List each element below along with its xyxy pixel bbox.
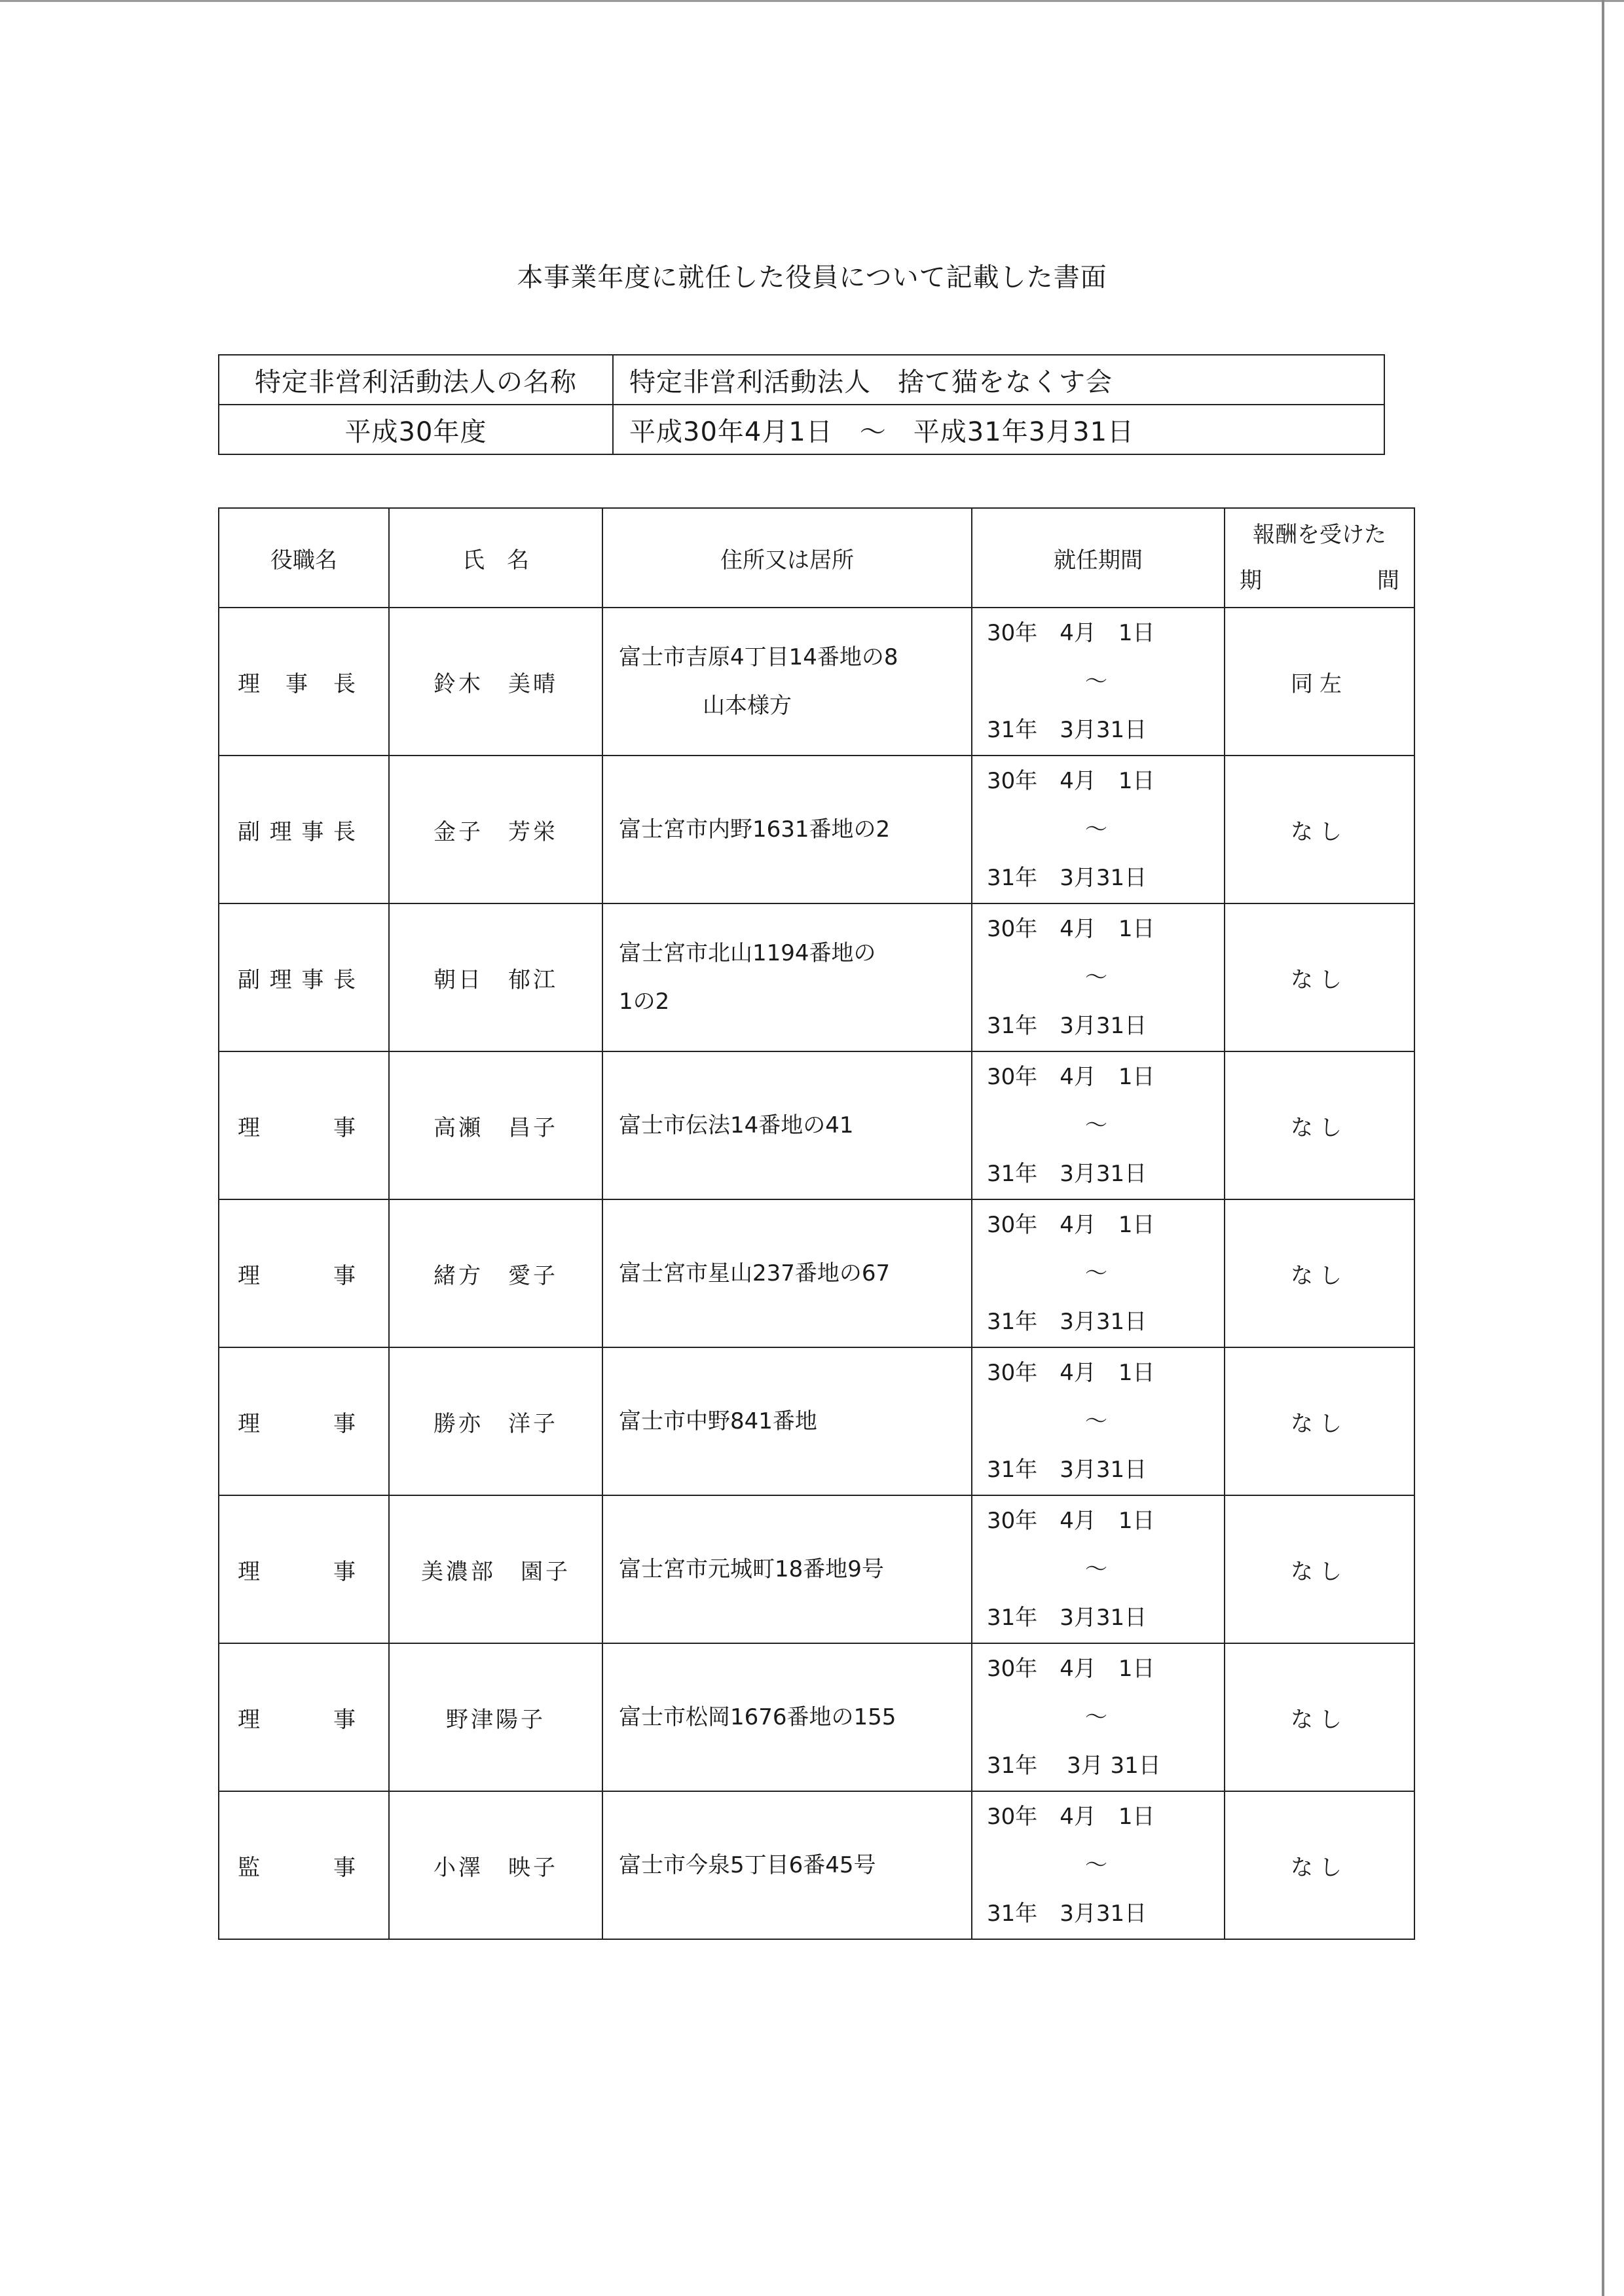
officer-address-line1: 富士宮市星山237番地の67 [619, 1260, 891, 1286]
header-term: 就任期間 [972, 508, 1225, 608]
officer-term [972, 608, 1225, 756]
term-end: 31年 3月31日 [987, 717, 1147, 743]
officer-role: 理事 [219, 1051, 389, 1199]
officer-role: 理事 [219, 1347, 389, 1495]
officer-role: 理事 [219, 1643, 389, 1791]
term-separator: ～ [1085, 1704, 1107, 1730]
term-start: 30年 4月 1日 [987, 620, 1155, 646]
header-remuneration-line1: 報酬を受けた [1253, 522, 1386, 548]
header-address: 住所又は居所 [602, 508, 972, 608]
term-end: 31年 3月31日 [987, 865, 1147, 891]
document-title: 本事業年度に就任した役員について記載した書面 [517, 263, 1107, 293]
scan-top-edge [0, 0, 1624, 2]
fiscal-year-row [219, 405, 1384, 454]
officer-role: 副理事長 [219, 903, 389, 1051]
officer-address [602, 1347, 972, 1495]
term-start: 30年 4月 1日 [987, 1064, 1155, 1090]
officer-row [219, 1347, 1414, 1495]
officer-address-line2: 1の2 [619, 989, 670, 1015]
officer-address [602, 1495, 972, 1643]
officer-term [972, 1643, 1225, 1791]
term-end: 31年 3月31日 [987, 1309, 1147, 1335]
officer-name: 小澤 映子 [389, 1791, 602, 1939]
officer-remuneration: なし [1225, 903, 1414, 1051]
officer-remuneration: なし [1225, 1495, 1414, 1643]
header-name: 氏 名 [389, 508, 602, 608]
officer-address [602, 903, 972, 1051]
officers-table-header [219, 508, 1414, 608]
term-start: 30年 4月 1日 [987, 1508, 1155, 1534]
header-role: 役職名 [219, 508, 389, 608]
officer-remuneration: 同左 [1225, 608, 1414, 756]
officer-name: 勝亦 洋子 [389, 1347, 602, 1495]
officer-remuneration: なし [1225, 1347, 1414, 1495]
officer-role: 理事 [219, 1495, 389, 1643]
term-separator: ～ [1085, 964, 1107, 991]
officer-address-line1: 富士宮市内野1631番地の2 [619, 816, 891, 843]
officer-address-line1: 富士市伝法14番地の41 [619, 1112, 854, 1139]
organization-name-row [219, 355, 1384, 405]
term-end: 31年 3月31日 [987, 1457, 1147, 1483]
officer-row [219, 608, 1414, 756]
term-start: 30年 4月 1日 [987, 1804, 1155, 1830]
organization-name-value: 特定非営利活動法人 捨て猫をなくす会 [613, 355, 1384, 405]
officer-row [219, 1051, 1414, 1199]
officer-remuneration: なし [1225, 1051, 1414, 1199]
officer-row [219, 1643, 1414, 1791]
officer-term [972, 1495, 1225, 1643]
officer-row [219, 1791, 1414, 1939]
officer-row [219, 756, 1414, 903]
term-separator: ～ [1085, 816, 1107, 843]
officer-term [972, 1051, 1225, 1199]
officers-table [218, 507, 1415, 1940]
term-start: 30年 4月 1日 [987, 1360, 1155, 1386]
officer-remuneration: なし [1225, 1643, 1414, 1791]
organization-name-label: 特定非営利活動法人の名称 [219, 355, 613, 405]
officer-role: 副理事長 [219, 756, 389, 903]
officer-address-line1: 富士市今泉5丁目6番45号 [619, 1852, 876, 1878]
term-end: 31年 3月 31日 [987, 1753, 1161, 1779]
term-separator: ～ [1085, 1852, 1107, 1878]
officer-address-line1: 富士市松岡1676番地の155 [619, 1704, 896, 1730]
officer-name: 鈴木 美晴 [389, 608, 602, 756]
officer-address-line2: 山本様方 [703, 693, 792, 719]
officer-row [219, 903, 1414, 1051]
term-separator: ～ [1085, 1112, 1107, 1139]
officer-name: 金子 芳栄 [389, 756, 602, 903]
officer-address [602, 608, 972, 756]
term-end: 31年 3月31日 [987, 1605, 1147, 1631]
officer-address [602, 756, 972, 903]
officer-address-line1: 富士宮市元城町18番地9号 [619, 1556, 884, 1582]
officer-address [602, 1199, 972, 1347]
scan-right-edge [1602, 0, 1604, 2296]
officer-name: 美濃部 園子 [389, 1495, 602, 1643]
officer-role: 理事長 [219, 608, 389, 756]
officer-row [219, 1199, 1414, 1347]
term-start: 30年 4月 1日 [987, 768, 1155, 794]
fiscal-year-period: 平成30年4月1日 ～ 平成31年3月31日 [613, 405, 1384, 454]
officer-name: 高瀬 昌子 [389, 1051, 602, 1199]
officer-remuneration: なし [1225, 1199, 1414, 1347]
header-remuneration-line2: 期間 [1240, 568, 1399, 594]
fiscal-year-label: 平成30年度 [219, 405, 613, 454]
officer-address-line1: 富士宮市北山1194番地の [619, 940, 876, 966]
officer-term [972, 756, 1225, 903]
term-separator: ～ [1085, 1408, 1107, 1434]
header-remuneration [1225, 508, 1414, 608]
term-start: 30年 4月 1日 [987, 1656, 1155, 1682]
officer-address-line1: 富士市吉原4丁目14番地の8 [619, 644, 898, 670]
organization-info-table [218, 354, 1385, 455]
officer-term [972, 1199, 1225, 1347]
officer-name: 野津陽子 [389, 1643, 602, 1791]
term-separator: ～ [1085, 1260, 1107, 1286]
officer-address [602, 1051, 972, 1199]
officer-row [219, 1495, 1414, 1643]
officer-term [972, 1791, 1225, 1939]
term-end: 31年 3月31日 [987, 1013, 1147, 1039]
officer-role: 監事 [219, 1791, 389, 1939]
officer-role: 理事 [219, 1199, 389, 1347]
officer-name: 緒方 愛子 [389, 1199, 602, 1347]
term-separator: ～ [1085, 668, 1107, 695]
term-start: 30年 4月 1日 [987, 1212, 1155, 1238]
term-separator: ～ [1085, 1556, 1107, 1582]
officer-term [972, 1347, 1225, 1495]
term-start: 30年 4月 1日 [987, 916, 1155, 942]
officer-address [602, 1643, 972, 1791]
officer-address-line1: 富士市中野841番地 [619, 1408, 817, 1434]
officer-remuneration: なし [1225, 756, 1414, 903]
term-end: 31年 3月31日 [987, 1161, 1147, 1187]
term-end: 31年 3月31日 [987, 1901, 1147, 1927]
officer-remuneration: なし [1225, 1791, 1414, 1939]
officer-term [972, 903, 1225, 1051]
officer-name: 朝日 郁江 [389, 903, 602, 1051]
officer-address [602, 1791, 972, 1939]
